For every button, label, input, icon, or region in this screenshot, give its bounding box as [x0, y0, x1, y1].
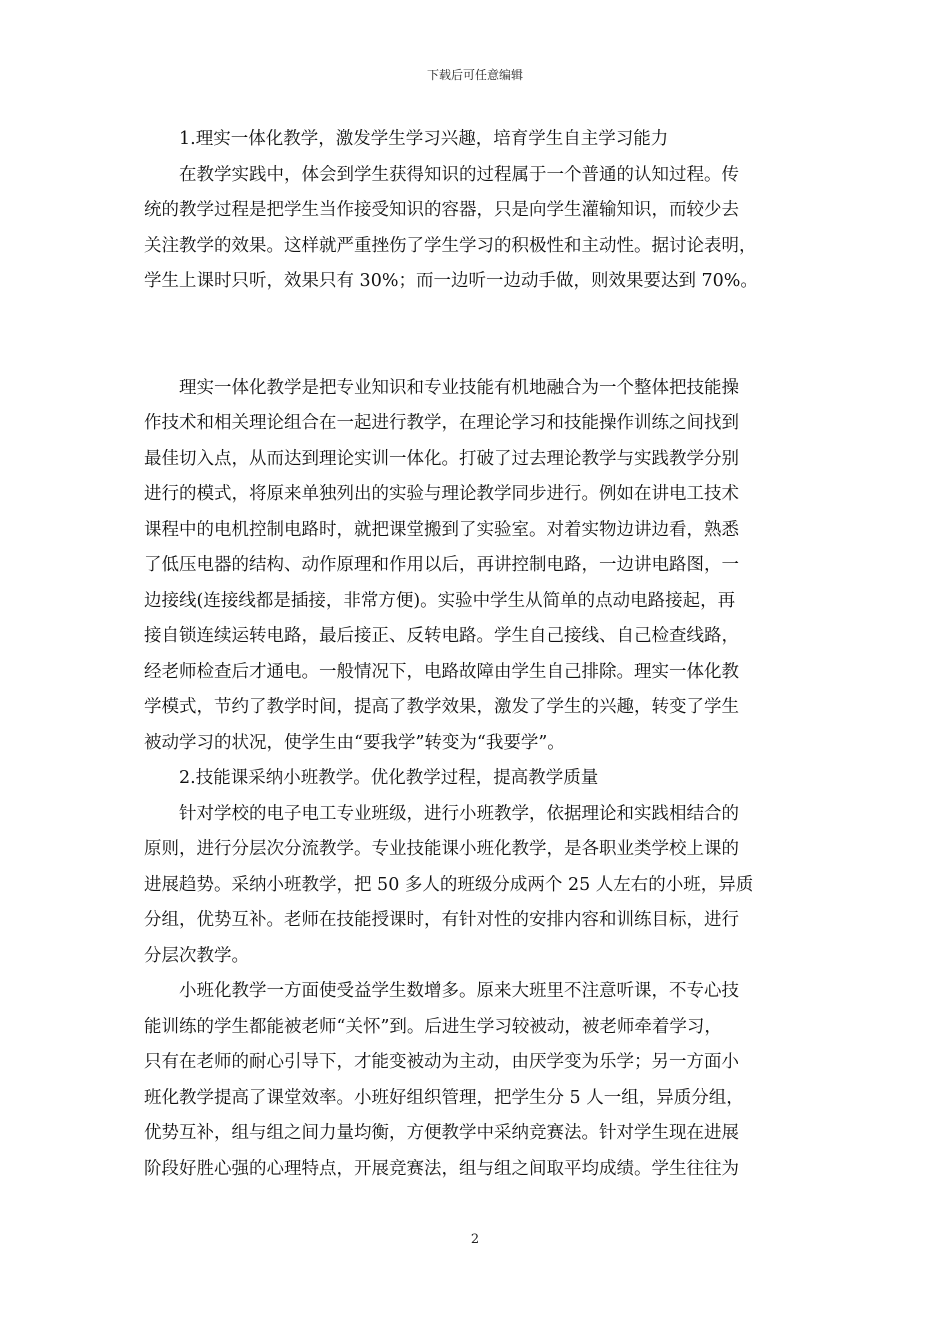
- text-line: 1.理实一体化教学，激发学生学习兴趣，培育学生自主学习能力: [144, 129, 669, 149]
- text-line: 经老师检查后才通电。一般情况下，电路故障由学生自己排除。理实一体化教: [144, 661, 739, 682]
- text-line: 分层次教学。: [144, 945, 249, 966]
- text-line: 阶段好胜心强的心理特点，开展竞赛法，组与组之间取平均成绩。学生往往为: [144, 1158, 739, 1179]
- text-line: 被动学习的状况，使学生由“要我学”转变为“我要学”。: [144, 732, 565, 753]
- text-line: 边接线(连接线都是插接，非常方便)。实验中学生从简单的点动电路接起，再: [144, 590, 736, 611]
- text-line: 针对学校的电子电工专业班级，进行小班教学，依据理论和实践相结合的: [144, 803, 739, 824]
- text-block-1: [144, 122, 812, 300]
- text-line: 只有在老师的耐心引导下，才能变被动为主动，由厌学变为乐学；另一方面小: [144, 1052, 739, 1072]
- document-body: [144, 122, 812, 1187]
- text-line: 作技术和相关理论组合在一起进行教学，在理论学习和技能操作训练之间找到: [144, 413, 739, 433]
- text-line: 进展趋势。采纳小班教学，把 50 多人的班级分成两个 25 人左右的小班，异质: [144, 874, 754, 895]
- text-line: 接自锁连续运转电路，最后接正、反转电路。学生自己接线、自己检查线路，: [144, 626, 739, 646]
- text-line: 原则，进行分层次分流教学。专业技能课小班化教学，是各职业类学校上课的: [144, 839, 739, 859]
- text-line: 学生上课时只听，效果只有 30%；而一边听一边动手做，则效果要达到 70%。: [144, 271, 758, 291]
- paragraph-gap: [144, 300, 812, 371]
- text-line: 统的教学过程是把学生当作接受知识的容器，只是向学生灌输知识，而较少去: [144, 200, 739, 220]
- text-line: 关注教学的效果。这样就严重挫伤了学生学习的积极性和主动性。据讨论表明，: [144, 235, 757, 256]
- text-line: 课程中的电机控制电路时，就把课堂搬到了实验室。对着实物边讲边看，熟悉: [144, 519, 739, 540]
- section-heading: 2.技能课采纳小班教学。优化教学过程，提高教学质量: [144, 768, 599, 788]
- text-line: 在教学实践中，体会到学生获得知识的过程属于一个普通的认知过程。传: [144, 164, 739, 185]
- header-note: 下载后可任意编辑: [426, 68, 523, 82]
- text-line: 进行的模式，将原来单独列出的实验与理论教学同步进行。例如在讲电工技术: [144, 484, 739, 504]
- text-line: 学模式，节约了教学时间，提高了教学效果，激发了学生的兴趣，转变了学生: [144, 697, 739, 717]
- text-block-2: [144, 371, 812, 1188]
- text-line: 了低压电器的结构、动作原理和作用以后，再讲控制电路，一边讲电路图，一: [144, 555, 739, 575]
- text-line: 最佳切入点，从而达到理论实训一体化。打破了过去理论教学与实践教学分别: [144, 448, 739, 469]
- text-line: 能训练的学生都能被老师“关怀”到。后进生学习较被动，被老师牵着学习，: [144, 1016, 722, 1037]
- text-line: 班化教学提高了课堂效率。小班好组织管理，把学生分 5 人一组，异质分组，: [144, 1087, 744, 1108]
- text-line: 优势互补，组与组之间力量均衡，方便教学中采纳竞赛法。针对学生现在进展: [144, 1123, 739, 1143]
- text-line: 理实一体化教学是把专业知识和专业技能有机地融合为一个整体把技能操: [144, 377, 739, 398]
- page-number: 2: [470, 1232, 480, 1247]
- text-line: 小班化教学一方面使受益学生数增多。原来大班里不注意听课，不专心技: [144, 981, 739, 1001]
- text-line: 分组，优势互补。老师在技能授课时，有针对性的安排内容和训练目标，进行: [144, 910, 739, 930]
